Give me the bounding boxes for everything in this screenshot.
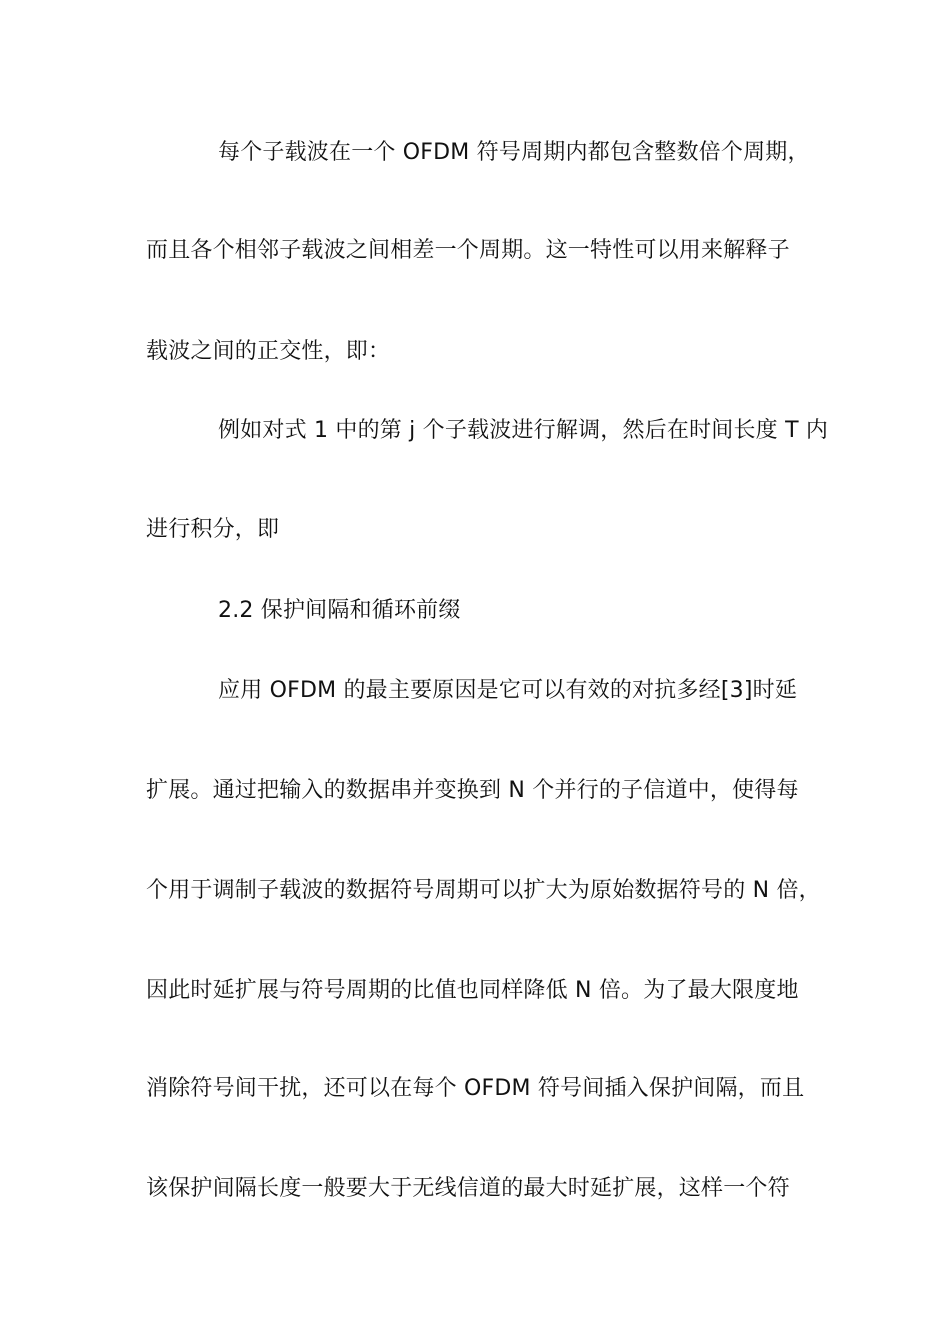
paragraph-line: 扩展。通过把输入的数据串并变换到 N 个并行的子信道中，使得每 [146,778,799,803]
paragraph-line: 而且各个相邻子载波之间相差一个周期。这一特性可以用来解释子 [146,238,790,263]
paragraph-line: 载波之间的正交性，即： [146,339,391,364]
paragraph-line: 应用 OFDM 的最主要原因是它可以有效的对抗多经[3]时延 [218,678,798,703]
paragraph-line: 该保护间隔长度一般要大于无线信道的最大时延扩展，这样一个符 [146,1176,790,1201]
paragraph-line: 每个子载波在一个 OFDM 符号周期内都包含整数倍个周期， [218,140,810,165]
paragraph-line: 进行积分，即 [146,517,280,542]
paragraph-line: 个用于调制子载波的数据符号周期可以扩大为原始数据符号的 N 倍， [146,878,821,903]
section-heading: 2.2 保护间隔和循环前缀 [218,598,461,623]
paragraph-line: 例如对式 1 中的第 j 个子载波进行解调，然后在时间长度 T 内 [218,418,829,443]
paragraph-line: 消除符号间干扰，还可以在每个 OFDM 符号间插入保护间隔，而且 [146,1076,805,1101]
paragraph-line: 因此时延扩展与符号周期的比值也同样降低 N 倍。为了最大限度地 [146,978,799,1003]
